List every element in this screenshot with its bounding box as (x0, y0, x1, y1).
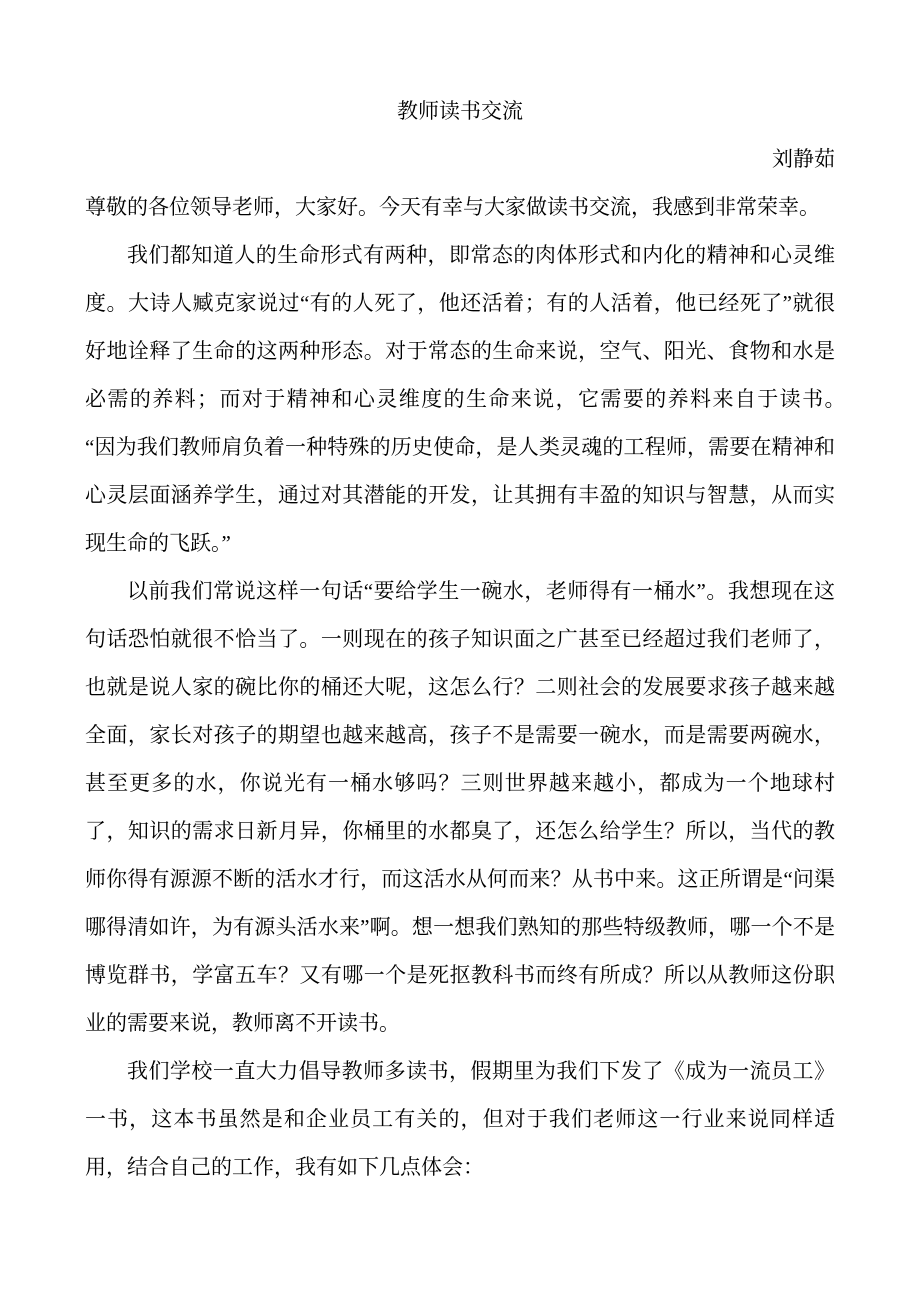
paragraph-school-book: 我们学校一直大力倡导教师多读书，假期里为我们下发了《成为一流员工》一书，这本书虽然是和企业员工有关的，但对于我们老师这一行业来说同样适用，结合自己的工作，我有如下几点体会： (85, 1059, 835, 1179)
paragraph-life-forms: 我们都知道人的生命形式有两种，即常态的肉体形式和内化的精神和心灵维度。大诗人臧克家说过“有的人死了，他还活着；有的人活着，他已经死了”就很好地诠释了生命的这两种形态。对于常态的生命来说，空气、阳光、食物和水是必需的养料；而对于精神和心灵维度的生命来说，它需要的养料来自于读书。 “因为我们教师肩负着一种特殊的历史使命，是人类灵魂的工程师，需要在精神和心灵层面涵养学生，通过对其潜能的开发，让其拥有丰盈的知识与智慧，从而实现生命的飞跃。” (85, 243, 856, 555)
paragraph-greeting: 尊敬的各位领导老师，大家好。今天有幸与大家做读书交流，我感到非常荣幸。 (85, 195, 820, 219)
document-title: 教师读书交流 (397, 99, 523, 123)
paragraph-bucket-of-water: 以前我们常说这样一句话“要给学生一碗水，老师得有一桶水”。我想现在这句话恐怕就很不恰当了。一则现在的孩子知识面之广甚至已经超过我们老师了，也就是说人家的碗比你的桶还大呢，这怎么行？二则社会的发展要求孩子越来越全面，家长对孩子的期望也越来越高，孩子不是需要一碗水，而是需要两碗水，甚至更多的水，你说光有一桶水够吗？三则世界越来越小，都成为一个地球村了，知识的需求日新月异，你桶里的水都臭了，还怎么给学生？所以，当代的教师你得有源源不断的活水才行，而这活水从何而来？从书中来。这正所谓是“问渠哪得清如许，为有源头活水来”啊。想一想我们熟知的那些特级教师，哪一个不是博览群书，学富五车？又有哪一个是死抠教科书而终有所成？所以从教师这份职业的需要来说，教师离不开读书。 (85, 579, 835, 1035)
author-byline: 刘静茹 (772, 147, 835, 171)
